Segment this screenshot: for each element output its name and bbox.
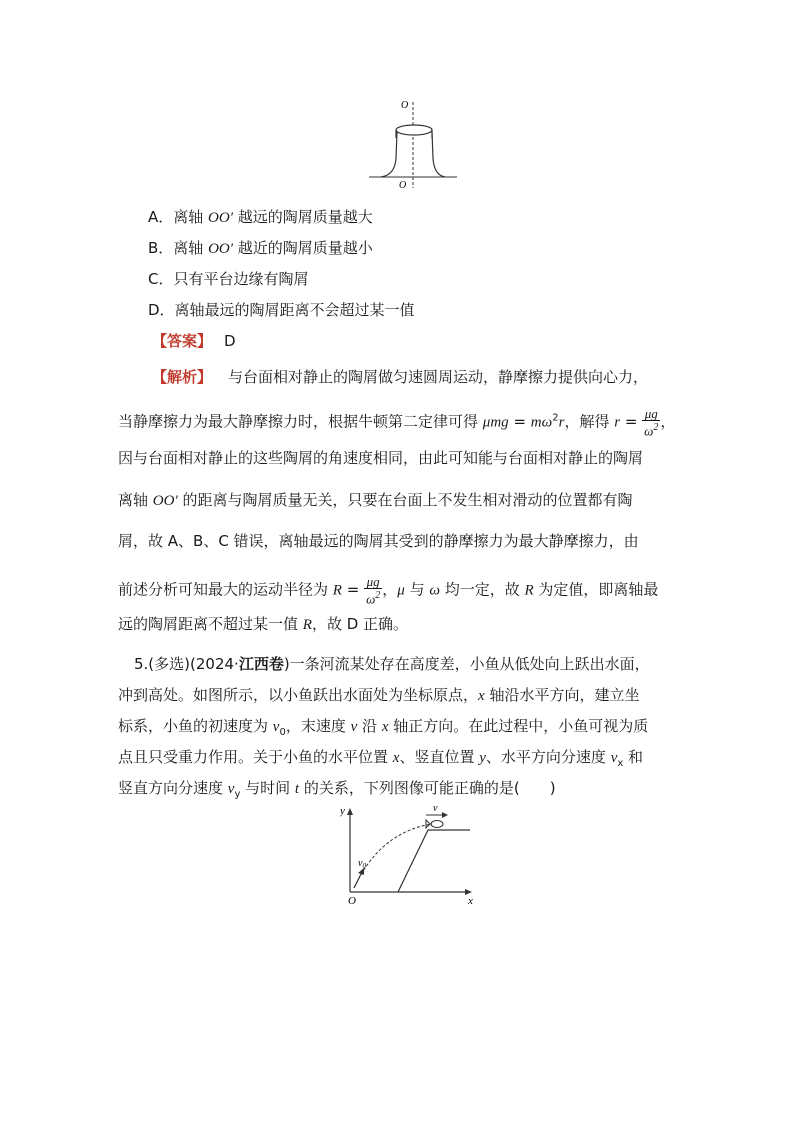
fish-icon (431, 821, 443, 828)
v0-label: $v_0$ (358, 858, 366, 870)
trajectory-curve (354, 824, 432, 888)
analysis-line-5: 屑，故 A、B、C 错误，离轴最远的陶屑其受到的静摩擦力为最大静摩擦力，由 (118, 532, 639, 550)
option-d: D．离轴最远的陶屑距离不会超过某一值 (148, 301, 415, 319)
fraction-r: $\frac{\mu g}{\omega^2}$ (644, 406, 659, 439)
q5-line-3: 标系，小鱼的初速度为 $v_0$，末速度 v 沿 x 轴正方向。在此过程中，小鱼可视为质 (118, 717, 649, 738)
axis-top-label: O (401, 100, 409, 111)
x-axis-label: x (468, 895, 473, 907)
bank-line (398, 830, 470, 892)
option-c: C．只有平台边缘有陶屑 (148, 270, 309, 288)
origin-label: O (348, 895, 356, 907)
axis-bottom-label: O (399, 180, 407, 191)
v-label: v (433, 803, 438, 814)
answer-line (152, 331, 236, 351)
y-axis-label: y (340, 805, 345, 817)
fraction-R: $\frac{\mu g}{\omega^2}$ (366, 574, 381, 607)
analysis-line-3: 因与台面相对静止的这些陶屑的角速度相同，由此可知能与台面相对静止的陶屑 (118, 449, 644, 467)
answer-value: D (224, 332, 236, 350)
analysis-line-7: 远的陶屑距离不超过某一值 R，故 D 正确。 (118, 615, 409, 633)
analysis-line-1: 【解析】 与台面相对静止的陶屑做匀速圆周运动，静摩擦力提供向心力， (152, 368, 649, 386)
option-b: B．离轴 OO′ 越近的陶屑质量越小 (148, 239, 373, 257)
analysis-tag: 【解析】 (152, 368, 213, 386)
analysis-line-6: 前述分析可知最大的运动半径为 R = $\frac{\mu g}{\omega^2}$ ，μ 与 ω 均一定，故 R 为定值，即离轴最 (118, 574, 659, 607)
y-axis-arrow (347, 808, 353, 815)
q5-line-1: 5.(多选)(2024·江西卷)一条河流某处存在高度差，小鱼从低处向上跃出水面， (134, 655, 650, 673)
v-arrowhead (442, 812, 448, 818)
platform-top (396, 125, 432, 135)
fish-jump-figure (340, 800, 480, 910)
answer-tag: 【答案】 (152, 332, 213, 350)
q5-line-2: 冲到高处。如图所示，以小鱼跃出水面处为坐标原点，x 轴沿水平方向，建立坐 (118, 686, 640, 704)
turntable-figure (365, 96, 465, 192)
q5-line-5: 竖直方向分速度 $v_y$ 与时间 t 的关系，下列图像可能正确的是( ) (118, 779, 556, 800)
v0-arrow-line (354, 872, 362, 888)
analysis-line-4: 离轴 OO′ 的距离与陶屑质量无关，只要在台面上不发生相对滑动的位置都有陶 (118, 491, 633, 509)
analysis-line-2: 当静摩擦力为最大静摩擦力时，根据牛顿第二定律可得 $\mu mg = m\omega^2r$，解得 r = $\frac{\mu g}{\omega^2}$ ， (118, 406, 676, 439)
option-a: A．离轴 OO′ 越远的陶屑质量越大 (148, 208, 373, 226)
q5-line-4: 点且只受重力作用。关于小鱼的水平位置 x、竖直位置 y、水平方向分速度 $v_x$ 和 (118, 748, 644, 769)
